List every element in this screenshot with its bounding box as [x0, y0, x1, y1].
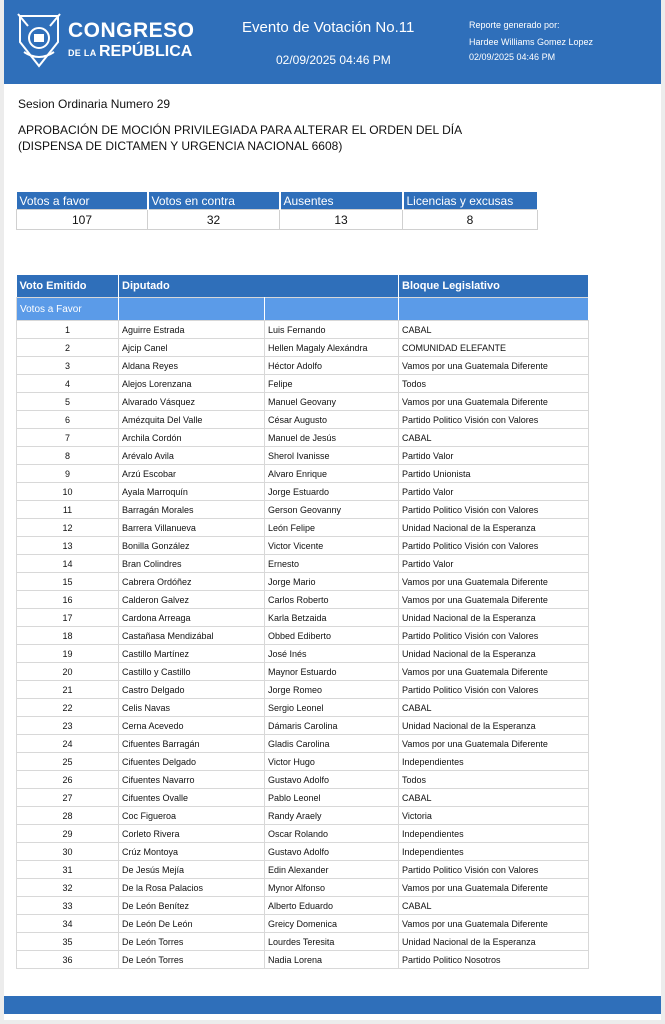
given-name-cell: Gladis Carolina — [265, 735, 399, 753]
surname-cell: Arévalo Avila — [119, 447, 265, 465]
surname-cell: Calderon Galvez — [119, 591, 265, 609]
table-row — [17, 861, 589, 879]
logo-title: CONGRESO — [68, 19, 195, 42]
table-row — [17, 699, 589, 717]
vote-number: 34 — [17, 915, 119, 933]
bloc-cell: Victoria — [399, 807, 589, 825]
vote-number: 29 — [17, 825, 119, 843]
table-row — [17, 879, 589, 897]
surname-cell: Castillo Martínez — [119, 645, 265, 663]
bloc-cell: Partido Valor — [399, 483, 589, 501]
summary-header-absent: Ausentes — [280, 192, 403, 210]
surname-cell: Cifuentes Navarro — [119, 771, 265, 789]
bloc-cell: Partido Politico Visión con Valores — [399, 501, 589, 519]
table-row — [17, 483, 589, 501]
vote-number: 18 — [17, 627, 119, 645]
vote-number: 1 — [17, 321, 119, 339]
table-row — [17, 717, 589, 735]
surname-cell: Barragán Morales — [119, 501, 265, 519]
bloc-cell: Partido Valor — [399, 555, 589, 573]
given-name-cell: Randy Araely — [265, 807, 399, 825]
vote-number: 3 — [17, 357, 119, 375]
vote-number: 9 — [17, 465, 119, 483]
vote-number: 28 — [17, 807, 119, 825]
vote-number: 12 — [17, 519, 119, 537]
surname-cell: Aguirre Estrada — [119, 321, 265, 339]
given-name-cell: Manuel Geovany — [265, 393, 399, 411]
vote-number: 32 — [17, 879, 119, 897]
bloc-cell: CABAL — [399, 789, 589, 807]
surname-cell: Alejos Lorenzana — [119, 375, 265, 393]
vote-number: 24 — [17, 735, 119, 753]
table-row — [17, 411, 589, 429]
vote-number: 19 — [17, 645, 119, 663]
surname-cell: Crúz Montoya — [119, 843, 265, 861]
bloc-cell: Independientes — [399, 825, 589, 843]
given-name-cell: Karla Betzaida — [265, 609, 399, 627]
summary-header-contra: Votos en contra — [148, 192, 280, 210]
given-name-cell: Jorge Estuardo — [265, 483, 399, 501]
surname-cell: Corleto Rivera — [119, 825, 265, 843]
table-row — [17, 663, 589, 681]
surname-cell: Arzú Escobar — [119, 465, 265, 483]
surname-cell: Archila Cordón — [119, 429, 265, 447]
table-row — [17, 609, 589, 627]
surname-cell: Ajcip Canel — [119, 339, 265, 357]
vote-number: 15 — [17, 573, 119, 591]
given-name-cell: Jorge Romeo — [265, 681, 399, 699]
table-row — [17, 735, 589, 753]
bloc-cell: CABAL — [399, 321, 589, 339]
summary-header-favor: Votos a favor — [17, 192, 148, 210]
vote-number: 14 — [17, 555, 119, 573]
bloc-cell: CABAL — [399, 897, 589, 915]
surname-cell: Cabrera Ordóñez — [119, 573, 265, 591]
given-name-cell: Dámaris Carolina — [265, 717, 399, 735]
given-name-cell: Gustavo Adolfo — [265, 771, 399, 789]
table-row — [17, 915, 589, 933]
bloc-cell: Partido Politico Visión con Valores — [399, 861, 589, 879]
report-header — [4, 0, 661, 84]
vote-number: 27 — [17, 789, 119, 807]
table-row — [17, 465, 589, 483]
surname-cell: De Jesús Mejía — [119, 861, 265, 879]
bloc-cell: Partido Unionista — [399, 465, 589, 483]
summary-value-licenses: 8 — [403, 210, 538, 230]
table-row — [17, 573, 589, 591]
given-name-cell: Greicy Domenica — [265, 915, 399, 933]
bloc-cell: Independientes — [399, 843, 589, 861]
surname-cell: De la Rosa Palacios — [119, 879, 265, 897]
surname-cell: De León Benítez — [119, 897, 265, 915]
vote-number: 30 — [17, 843, 119, 861]
report-author: Hardee Williams Gomez Lopez — [469, 37, 594, 47]
given-name-cell: Felipe — [265, 375, 399, 393]
surname-cell: Castro Delgado — [119, 681, 265, 699]
surname-cell: Barrera Villanueva — [119, 519, 265, 537]
vote-summary-table — [16, 192, 539, 230]
motion-title: APROBACIÓN DE MOCIÓN PRIVILEGIADA PARA ALTERAR EL ORDEN DEL DÍA (DISPENSA DE DICTAMEN Y URGENCIA NACIONAL 6608) — [18, 123, 463, 153]
bloc-cell: Partido Politico Visión con Valores — [399, 627, 589, 645]
surname-cell: Castillo y Castillo — [119, 663, 265, 681]
bloc-cell: Vamos por una Guatemala Diferente — [399, 663, 589, 681]
surname-cell: Ayala Marroquín — [119, 483, 265, 501]
bloc-cell: Vamos por una Guatemala Diferente — [399, 573, 589, 591]
summary-value-favor: 107 — [17, 210, 148, 230]
vote-number: 35 — [17, 933, 119, 951]
bloc-cell: Partido Politico Visión con Valores — [399, 411, 589, 429]
votes-header-voto: Voto Emitido — [17, 275, 119, 298]
table-row — [17, 591, 589, 609]
given-name-cell: Nadia Lorena — [265, 951, 399, 969]
surname-cell: Bonilla González — [119, 537, 265, 555]
vote-number: 8 — [17, 447, 119, 465]
given-name-cell: Alvaro Enrique — [265, 465, 399, 483]
report-datetime: 02/09/2025 04:46 PM — [469, 52, 556, 62]
table-row — [17, 825, 589, 843]
vote-number: 26 — [17, 771, 119, 789]
table-row — [17, 555, 589, 573]
surname-cell: Castañasa Mendizábal — [119, 627, 265, 645]
surname-cell: Cardona Arreaga — [119, 609, 265, 627]
vote-number: 6 — [17, 411, 119, 429]
table-row — [17, 897, 589, 915]
surname-cell: Cifuentes Barragán — [119, 735, 265, 753]
logo-subtitle: DE LA REPÚBLICA — [68, 43, 193, 60]
bloc-cell: Vamos por una Guatemala Diferente — [399, 879, 589, 897]
table-row — [17, 321, 589, 339]
surname-cell: Cifuentes Delgado — [119, 753, 265, 771]
table-row — [17, 933, 589, 951]
bloc-cell: Todos — [399, 375, 589, 393]
vote-number: 11 — [17, 501, 119, 519]
surname-cell: De León Torres — [119, 951, 265, 969]
bloc-cell: Unidad Nacional de la Esperanza — [399, 609, 589, 627]
bloc-cell: Vamos por una Guatemala Diferente — [399, 915, 589, 933]
vote-number: 10 — [17, 483, 119, 501]
bloc-cell: Unidad Nacional de la Esperanza — [399, 645, 589, 663]
vote-number: 23 — [17, 717, 119, 735]
given-name-cell: José Inés — [265, 645, 399, 663]
summary-value-absent: 13 — [280, 210, 403, 230]
given-name-cell: Victor Hugo — [265, 753, 399, 771]
table-row — [17, 501, 589, 519]
given-name-cell: Jorge Mario — [265, 573, 399, 591]
given-name-cell: Maynor Estuardo — [265, 663, 399, 681]
vote-number: 4 — [17, 375, 119, 393]
table-row — [17, 339, 589, 357]
bloc-cell: CABAL — [399, 429, 589, 447]
given-name-cell: Manuel de Jesús — [265, 429, 399, 447]
session-title: Sesion Ordinaria Numero 29 — [18, 97, 171, 111]
vote-number: 5 — [17, 393, 119, 411]
table-row — [17, 753, 589, 771]
surname-cell: Aldana Reyes — [119, 357, 265, 375]
bloc-cell: Partido Valor — [399, 447, 589, 465]
table-row — [17, 357, 589, 375]
table-row — [17, 771, 589, 789]
surname-cell: Alvarado Vásquez — [119, 393, 265, 411]
votes-header-bloque: Bloque Legislativo — [399, 275, 589, 298]
surname-cell: Cifuentes Ovalle — [119, 789, 265, 807]
event-title: Evento de Votación No.11 — [242, 19, 415, 36]
table-row — [17, 951, 589, 969]
bloc-cell: Partido Politico Visión con Valores — [399, 681, 589, 699]
given-name-cell: Sergio Leonel — [265, 699, 399, 717]
bloc-cell: Vamos por una Guatemala Diferente — [399, 357, 589, 375]
given-name-cell: Hellen Magaly Alexándra — [265, 339, 399, 357]
given-name-cell: Pablo Leonel — [265, 789, 399, 807]
table-row — [17, 627, 589, 645]
report-page — [4, 0, 661, 1020]
vote-number: 7 — [17, 429, 119, 447]
table-row — [17, 537, 589, 555]
footer-bar — [4, 996, 661, 1014]
vote-number: 33 — [17, 897, 119, 915]
vote-number: 16 — [17, 591, 119, 609]
bloc-cell: Independientes — [399, 753, 589, 771]
bloc-cell: Todos — [399, 771, 589, 789]
surname-cell: Coc Figueroa — [119, 807, 265, 825]
vote-number: 31 — [17, 861, 119, 879]
given-name-cell: Carlos Roberto — [265, 591, 399, 609]
given-name-cell: Gerson Geovanny — [265, 501, 399, 519]
table-row — [17, 807, 589, 825]
vote-number: 20 — [17, 663, 119, 681]
summary-header-licenses: Licencias y excusas — [403, 192, 538, 210]
event-datetime: 02/09/2025 04:46 PM — [276, 53, 391, 67]
given-name-cell: Gustavo Adolfo — [265, 843, 399, 861]
bloc-cell: Vamos por una Guatemala Diferente — [399, 735, 589, 753]
table-row — [17, 447, 589, 465]
given-name-cell: César Augusto — [265, 411, 399, 429]
surname-cell: Amézquita Del Valle — [119, 411, 265, 429]
summary-value-contra: 32 — [148, 210, 280, 230]
given-name-cell: Lourdes Teresita — [265, 933, 399, 951]
table-row — [17, 843, 589, 861]
bloc-cell: Vamos por una Guatemala Diferente — [399, 591, 589, 609]
given-name-cell: Mynor Alfonso — [265, 879, 399, 897]
votes-group-row — [17, 298, 589, 321]
bloc-cell: Partido Politico Visión con Valores — [399, 537, 589, 555]
given-name-cell: Oscar Rolando — [265, 825, 399, 843]
surname-cell: Cerna Acevedo — [119, 717, 265, 735]
given-name-cell: Sherol Ivanisse — [265, 447, 399, 465]
votes-header-diputado: Diputado — [119, 275, 399, 298]
vote-number: 2 — [17, 339, 119, 357]
given-name-cell: Héctor Adolfo — [265, 357, 399, 375]
vote-number: 21 — [17, 681, 119, 699]
table-row — [17, 519, 589, 537]
given-name-cell: León Felipe — [265, 519, 399, 537]
report-generated-label: Reporte generado por: — [469, 20, 560, 30]
bloc-cell: Unidad Nacional de la Esperanza — [399, 717, 589, 735]
table-row — [17, 645, 589, 663]
votes-table — [16, 275, 589, 969]
bloc-cell: Vamos por una Guatemala Diferente — [399, 393, 589, 411]
given-name-cell: Luis Fernando — [265, 321, 399, 339]
surname-cell: De León De León — [119, 915, 265, 933]
vote-number: 36 — [17, 951, 119, 969]
table-row — [17, 429, 589, 447]
bloc-cell: COMUNIDAD ELEFANTE — [399, 339, 589, 357]
table-row — [17, 789, 589, 807]
bloc-cell: Partido Politico Nosotros — [399, 951, 589, 969]
votes-group-label: Votos a Favor — [17, 298, 119, 321]
given-name-cell: Victor Vicente — [265, 537, 399, 555]
vote-number: 13 — [17, 537, 119, 555]
table-row — [17, 393, 589, 411]
bloc-cell: Unidad Nacional de la Esperanza — [399, 933, 589, 951]
table-row — [17, 681, 589, 699]
surname-cell: Celis Navas — [119, 699, 265, 717]
bloc-cell: CABAL — [399, 699, 589, 717]
vote-number: 17 — [17, 609, 119, 627]
surname-cell: Bran Colindres — [119, 555, 265, 573]
given-name-cell: Edin Alexander — [265, 861, 399, 879]
vote-number: 22 — [17, 699, 119, 717]
given-name-cell: Ernesto — [265, 555, 399, 573]
given-name-cell: Obbed Ediberto — [265, 627, 399, 645]
congress-emblem-icon — [16, 12, 62, 70]
table-row — [17, 375, 589, 393]
vote-number: 25 — [17, 753, 119, 771]
bloc-cell: Unidad Nacional de la Esperanza — [399, 519, 589, 537]
surname-cell: De León Torres — [119, 933, 265, 951]
given-name-cell: Alberto Eduardo — [265, 897, 399, 915]
